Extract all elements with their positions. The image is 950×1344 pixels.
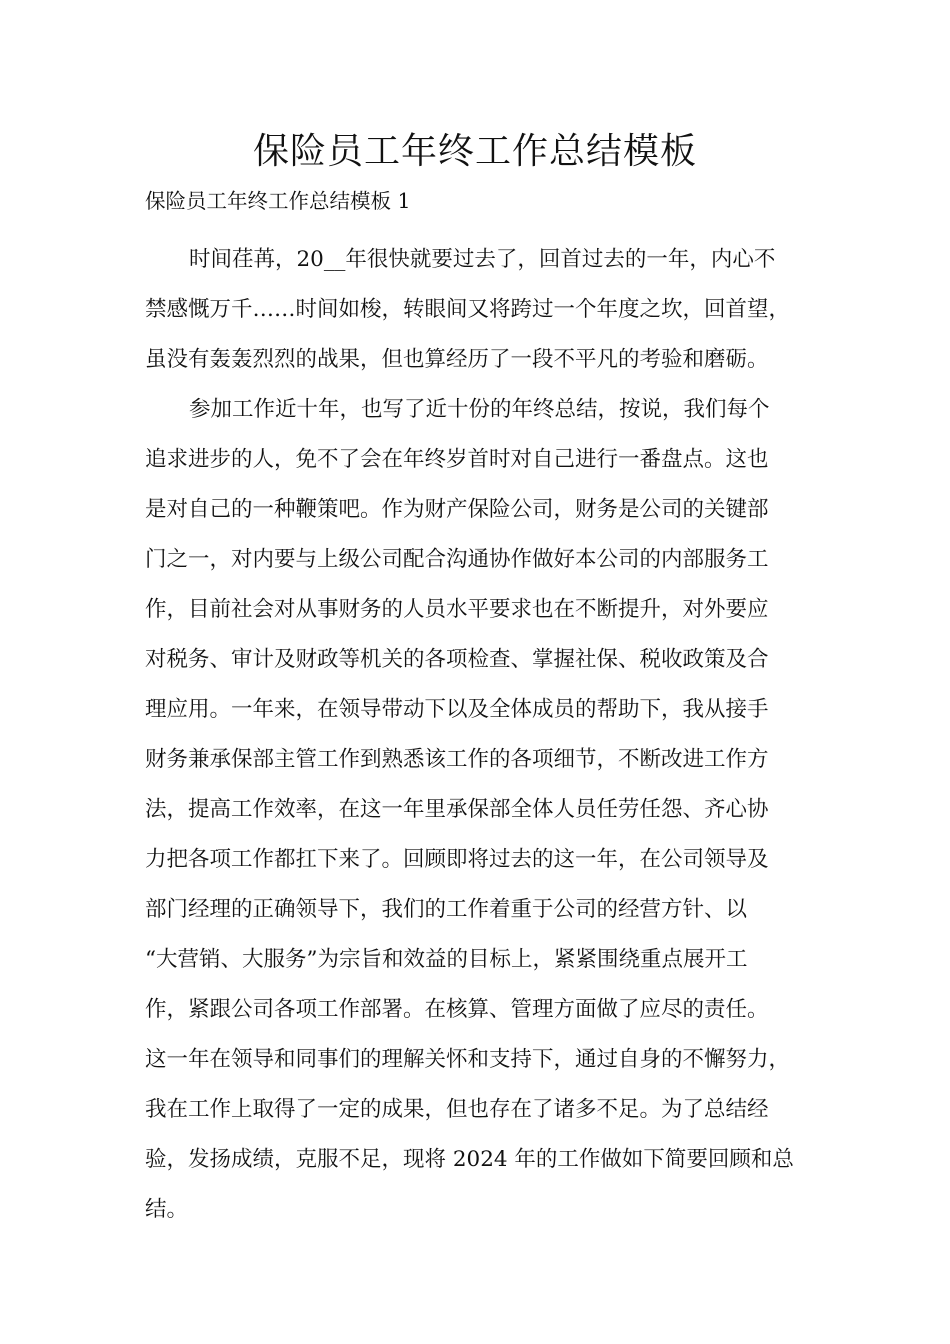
text-line: 虽没有轰轰烈烈的战果，但也算经历了一段不平凡的考验和磨砺。: [145, 347, 769, 372]
text-line: 是对自己的一种鞭策吧。作为财产保险公司，财务是公司的关键部: [145, 497, 769, 522]
text-line: 理应用。一年来，在领导带动下以及全体成员的帮助下，我从接手: [145, 697, 769, 722]
text-line: 力把各项工作都扛下来了。回顾即将过去的这一年，在公司领导及: [145, 847, 769, 872]
text-line: 作，目前社会对从事财务的人员水平要求也在不断提升，对外要应: [145, 597, 769, 622]
document-title: 保险员工年终工作总结模板: [252, 131, 697, 172]
text-line: 部门经理的正确领导下，我们的工作着重于公司的经营方针、以: [145, 897, 748, 922]
text-line: 参加工作近十年，也写了近十份的年终总结，按说，我们每个: [189, 397, 770, 422]
text-line: 对税务、审计及财政等机关的各项检查、掌握社保、税收政策及合: [145, 647, 769, 672]
text-line: 验，发扬成绩，克服不足，现将 2024 年的工作做如下简要回顾和总: [145, 1147, 794, 1172]
text-line: 追求进步的人，免不了会在年终岁首时对自己进行一番盘点。这也: [145, 447, 769, 472]
text-line: 我在工作上取得了一定的成果，但也存在了诸多不足。为了总结经: [145, 1097, 769, 1122]
text-line: “大营销、大服务”为宗旨和效益的目标上，紧紧围绕重点展开工: [145, 947, 748, 972]
text-line: 财务兼承保部主管工作到熟悉该工作的各项细节，不断改进工作方: [145, 747, 769, 772]
text-line: 门之一，对内要与上级公司配合沟通协作做好本公司的内部服务工: [145, 547, 769, 572]
paragraph: [145, 235, 825, 385]
text-line: 作，紧跟公司各项工作部署。在核算、管理方面做了应尽的责任。: [145, 997, 769, 1022]
text-line: 结。: [145, 1197, 189, 1222]
section-heading: 保险员工年终工作总结模板 1: [145, 189, 411, 213]
text-line: 时间荏苒，20__年很快就要过去了，回首过去的一年，内心不: [189, 247, 776, 272]
paragraph: [145, 385, 825, 1235]
text-line: 法，提高工作效率，在这一年里承保部全体人员任劳任怨、齐心协: [145, 797, 769, 822]
text-line: 这一年在领导和同事们的理解关怀和支持下，通过自身的不懈努力，: [145, 1047, 791, 1072]
document-body: [145, 235, 825, 1235]
text-line: 禁感慨万千……时间如梭，转眼间又将跨过一个年度之坎，回首望，: [145, 297, 791, 322]
